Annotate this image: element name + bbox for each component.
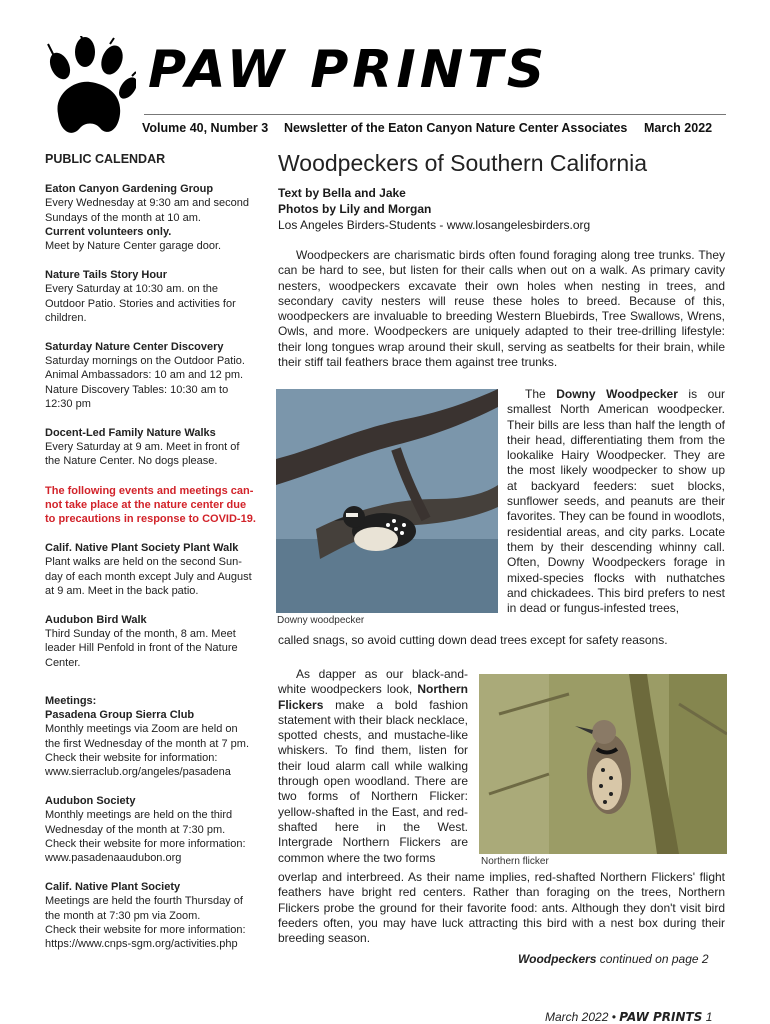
calendar-event: [45, 340, 267, 411]
event-line: Every Wednesday at 9:30 am and second: [45, 197, 250, 210]
calendar-event: [45, 694, 267, 779]
event-title: Audubon Society: [45, 795, 136, 808]
article-title: Woodpeckers of Southern California: [278, 150, 648, 176]
event-line: day of each month except July and August: [45, 570, 252, 583]
continued-note: [518, 952, 709, 966]
event-title: Meetings:: [45, 694, 97, 707]
volume-number: Volume 40, Number 3: [142, 121, 269, 135]
calendar-event: [45, 880, 267, 951]
article-paragraph: [278, 667, 468, 866]
photo-caption: Northern flicker: [481, 856, 549, 867]
event-line: at 9 am. Meet in the back patio.: [45, 584, 199, 597]
event-line: Center.: [45, 656, 81, 669]
text-run: is our smallest North American woodpecker. Their bills are less than half the length of their head, differentiating them from the lookalike Hairy Woodpecker. They are the most likely woodpecker to show up at backyard feeders: suet blocks, sunflower seeds, and peanuts are their favorites. They can be found in woodlots, residential areas, and city parks. Locate them by their descending whinny call. Often, Downy Woodpeckers forage in mixed-species flocks with nuthatches and chickadees. This bird prefers to nest in dead or fungus-infested trees,: [507, 387, 725, 616]
event-line: Every Saturday at 9 am. Meet in front of: [45, 441, 240, 454]
event-line: Saturday mornings on the Outdoor Patio.: [45, 355, 245, 368]
covid-notice-line: The following events and meetings can-: [45, 484, 254, 497]
issue-date: March 2022: [644, 121, 713, 135]
event-line: Every Saturday at 10:30 am. on the: [45, 283, 219, 296]
article-paragraph: [507, 387, 725, 616]
footer-brand: PAW PRINTS: [619, 1010, 703, 1024]
article-paragraph: Woodpeckers are charismatic birds often found foraging along tree trunks. They can be hard to see, but listen for their calls when out on a walk. As primary cavity nesters, woodpeckers excavate their own holes when nesting in trees, and secondary cavity nesters will reuse these holes to breed. Because of this, woodpeckers are invaluable to breeding Western Bluebirds, Tree Swallows, Wrens, Owls, and more. Woodpeckers are uniquely adapted to their tree-drilling lifestyle: their long tongues wrap around their skull, serving as seatbelts for their brain, while their stiff tail feathers brace them against tree trunks.: [278, 248, 725, 370]
northern-flicker-photo: [479, 674, 727, 854]
calendar-event: [45, 182, 267, 253]
text-run: The: [525, 387, 557, 401]
event-title: Calif. Native Plant Society Plant Walk: [45, 542, 239, 555]
bird-name: Northern Flickers: [278, 682, 468, 712]
footer-date: March 2022 •: [545, 1010, 620, 1024]
event-line: Plant walks are held on the second Sun-: [45, 556, 242, 569]
event-title: Docent-Led Family Nature Walks: [45, 427, 216, 440]
article-paragraph-continued: overlap and interbreed. As their name implies, red-shafted Northern Flickers' flight feathers have bright red centers. Rather than foraging on the trees, Northern Flickers probe the ground for their favorite food: ants. Although they don't visit bird feeders often, you may have luck attracting this bird with a nest box during their breeding season.: [278, 870, 725, 946]
event-line: 12:30 pm: [45, 397, 91, 410]
downy-woodpecker-photo: [276, 389, 498, 613]
text-run: make a bold fashion statement with their black necklace, spotted chests, and mustache-like whiskers. To find them, listen for their loud alarm call while walking through open woodland. There are two forms of Northern Flicker: yellow-shafted in the East, and red-shafted here in the West. Intergrade Northern Flickers are common where the two forms: [278, 697, 468, 865]
event-link[interactable]: https://www.cnps-sgm.org/activities.php: [45, 937, 238, 950]
event-line: Meetings are held the fourth Thursday of: [45, 895, 243, 908]
byline-org: Los Angeles Birders-Students - www.losangelesbirders.org: [278, 218, 591, 232]
photo-caption: Downy woodpecker: [277, 615, 365, 626]
page-number: 1: [705, 1010, 713, 1024]
event-line: Sundays of the month at 10 am.: [45, 211, 201, 224]
bird-name: Downy Woodpecker: [556, 387, 678, 401]
event-line: the Nature Center. No dogs please.: [45, 455, 218, 468]
newsletter-tagline: Newsletter of the Eaton Canyon Nature Center Associates: [284, 121, 628, 135]
event-line: the first Wednesday of the month at 7 pm.: [45, 737, 250, 750]
event-title: Eaton Canyon Gardening Group: [45, 183, 214, 196]
event-title: Calif. Native Plant Society: [45, 881, 181, 894]
event-link[interactable]: www.sierraclub.org/angeles/pasadena: [45, 765, 231, 778]
continued-text: continued on page 2: [596, 952, 709, 966]
calendar-event: [45, 541, 267, 598]
paw-print-icon: [40, 36, 136, 140]
event-link[interactable]: www.pasadenaaudubon.org: [45, 851, 182, 864]
page-footer: [545, 1010, 712, 1024]
event-subtitle: Pasadena Group Sierra Club: [45, 709, 195, 722]
event-line: Monthly meetings via Zoom are held on: [45, 723, 238, 736]
text-run: As dapper as our black-and-white woodpeckers look,: [278, 667, 468, 697]
calendar-event: [45, 268, 267, 325]
covid-notice-line: to precautions in response to COVID-19.: [45, 513, 256, 526]
covid-notice: [45, 484, 267, 527]
event-note: Current volunteers only.: [45, 225, 172, 238]
event-line: the month at 7:30 pm via Zoom.: [45, 909, 201, 922]
event-line: Check their website for more information:: [45, 923, 246, 936]
calendar-event: [45, 426, 267, 469]
event-line: children.: [45, 311, 87, 324]
event-line: Monthly meetings are held on the third: [45, 809, 233, 822]
event-line: Check their website for information:: [45, 751, 218, 764]
byline-photos: Photos by Lily and Morgan: [278, 202, 432, 216]
masthead-divider: [144, 114, 726, 115]
calendar-event: [45, 794, 267, 865]
event-line: Nature Discovery Tables: 10:30 am to: [45, 383, 229, 396]
event-line: Third Sunday of the month, 8 am. Meet: [45, 628, 236, 641]
event-line: leader Hill Penfold in front of the Nature: [45, 642, 238, 655]
event-line: Wednesday of the month at 7:30 pm.: [45, 823, 226, 836]
calendar-heading: PUBLIC CALENDAR: [45, 152, 166, 166]
calendar-event: [45, 613, 267, 670]
article-paragraph-continued: called snags, so avoid cutting down dead trees except for safety reasons.: [278, 633, 668, 647]
byline-text: Text by Bella and Jake: [278, 186, 406, 200]
covid-notice-line: not take place at the nature center due: [45, 498, 247, 511]
event-title: Audubon Bird Walk: [45, 614, 147, 627]
byline: [278, 185, 590, 233]
event-line: Check their website for more information:: [45, 837, 246, 850]
masthead-title: PAW PRINTS: [148, 40, 549, 100]
public-calendar: [45, 152, 267, 966]
event-line: Outdoor Patio. Stories and activities for: [45, 297, 236, 310]
event-line: Meet by Nature Center garage door.: [45, 240, 222, 253]
event-line: Animal Ambassadors: 10 am and 12 pm.: [45, 369, 244, 382]
continued-bold: Woodpeckers: [518, 952, 597, 966]
event-title: Nature Tails Story Hour: [45, 269, 168, 282]
event-title: Saturday Nature Center Discovery: [45, 341, 224, 354]
